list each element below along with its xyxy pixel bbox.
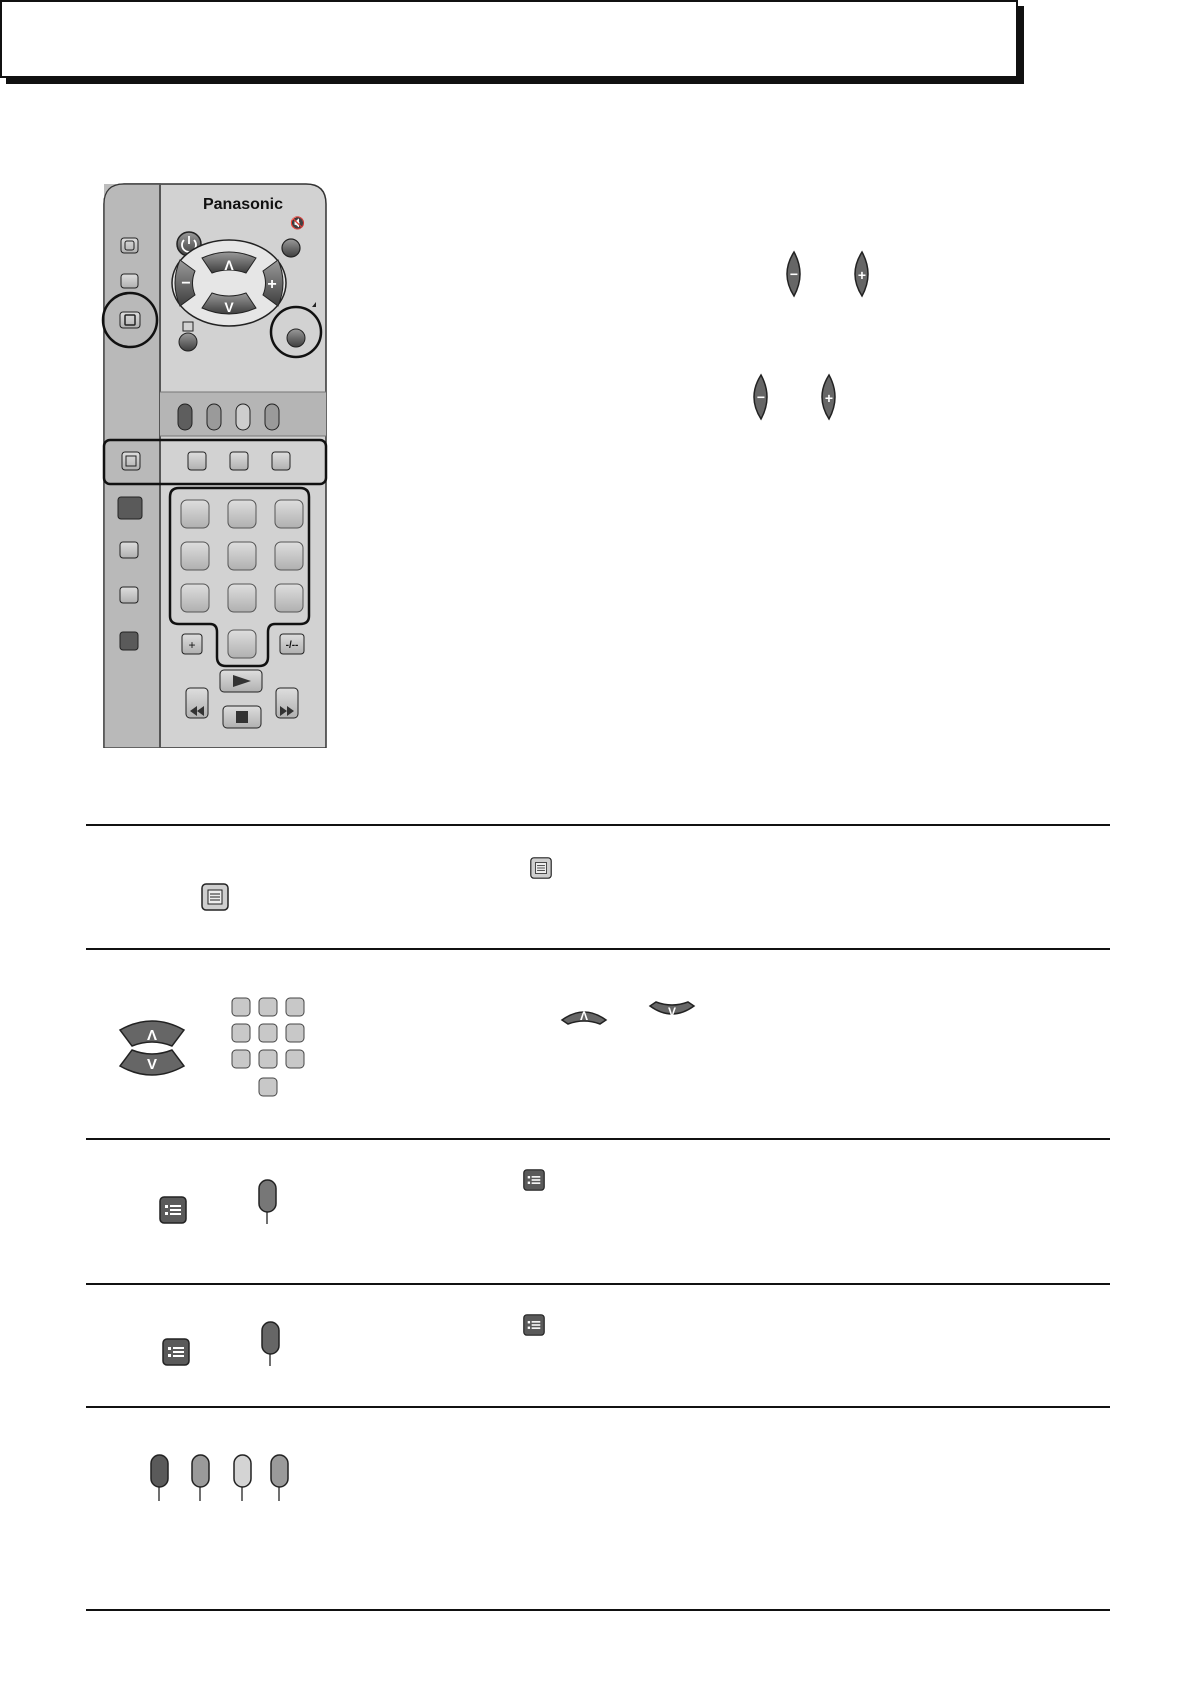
hold-button[interactable] <box>188 452 206 470</box>
link-button[interactable] <box>120 542 138 558</box>
down-label: V <box>224 299 234 315</box>
colour-keys-icon <box>148 1453 292 1505</box>
colour-key-2[interactable] <box>207 404 221 430</box>
key-3[interactable] <box>275 500 303 528</box>
remote-brand: Panasonic <box>202 196 284 213</box>
row-divider <box>86 1283 1110 1285</box>
key-5[interactable] <box>228 542 256 570</box>
up-label: Λ <box>224 257 234 273</box>
colour-key-4[interactable] <box>265 404 279 430</box>
svg-text:+: + <box>188 638 196 652</box>
key-7[interactable] <box>181 584 209 612</box>
tv-av-button[interactable] <box>121 238 138 253</box>
mute-icon: 🔇 <box>290 216 305 230</box>
colour-key-1[interactable] <box>178 404 192 430</box>
row-divider <box>86 824 1110 826</box>
row-divider <box>86 1406 1110 1408</box>
row-divider <box>86 1138 1110 1140</box>
volume-keys-illustration-2 <box>743 373 853 421</box>
volume-keys-illustration <box>776 250 886 298</box>
channel-keys-inline <box>560 1000 696 1026</box>
minus-key-label: − <box>756 389 766 405</box>
plus-key-label: + <box>857 267 867 283</box>
numeric-keypad-icon <box>230 996 306 1100</box>
down-label: V <box>667 1005 677 1019</box>
teletext-button[interactable] <box>122 452 140 470</box>
multi-window-button[interactable] <box>120 587 138 603</box>
key-4[interactable] <box>181 542 209 570</box>
teletext-icon <box>201 883 229 911</box>
teletext-inline-icon <box>530 857 552 879</box>
key-8[interactable] <box>228 584 256 612</box>
digit-label: -/-- <box>285 640 299 651</box>
key-9[interactable] <box>275 584 303 612</box>
index-icon <box>159 1196 187 1224</box>
mix-button[interactable] <box>272 452 290 470</box>
colour-key-icon <box>259 1320 283 1370</box>
down-label: V <box>146 1056 158 1073</box>
sound-button[interactable] <box>121 274 138 288</box>
key-6[interactable] <box>275 542 303 570</box>
plus-key-label: + <box>824 390 834 406</box>
index-inline-icon <box>523 1314 545 1336</box>
colour-key-icon <box>256 1178 280 1228</box>
key-0[interactable] <box>228 630 256 658</box>
key-1[interactable] <box>181 500 209 528</box>
index-inline-icon <box>523 1169 545 1191</box>
plus-label: + <box>267 276 277 293</box>
row-divider <box>86 1609 1110 1611</box>
index-icon <box>162 1338 190 1366</box>
minus-key-label: − <box>789 266 799 282</box>
remote-control <box>100 182 332 748</box>
row-divider <box>86 948 1110 950</box>
ok-button[interactable] <box>287 329 305 347</box>
title-box <box>0 0 1018 78</box>
channel-up-down-icon <box>118 1016 186 1080</box>
key-2[interactable] <box>228 500 256 528</box>
aspect-button[interactable] <box>118 497 142 519</box>
reveal-button[interactable] <box>230 452 248 470</box>
exit-button[interactable] <box>120 632 138 650</box>
colour-key-3[interactable] <box>236 404 250 430</box>
minus-label: − <box>181 275 191 292</box>
up-label: Λ <box>579 1009 589 1023</box>
up-label: Λ <box>146 1027 158 1044</box>
